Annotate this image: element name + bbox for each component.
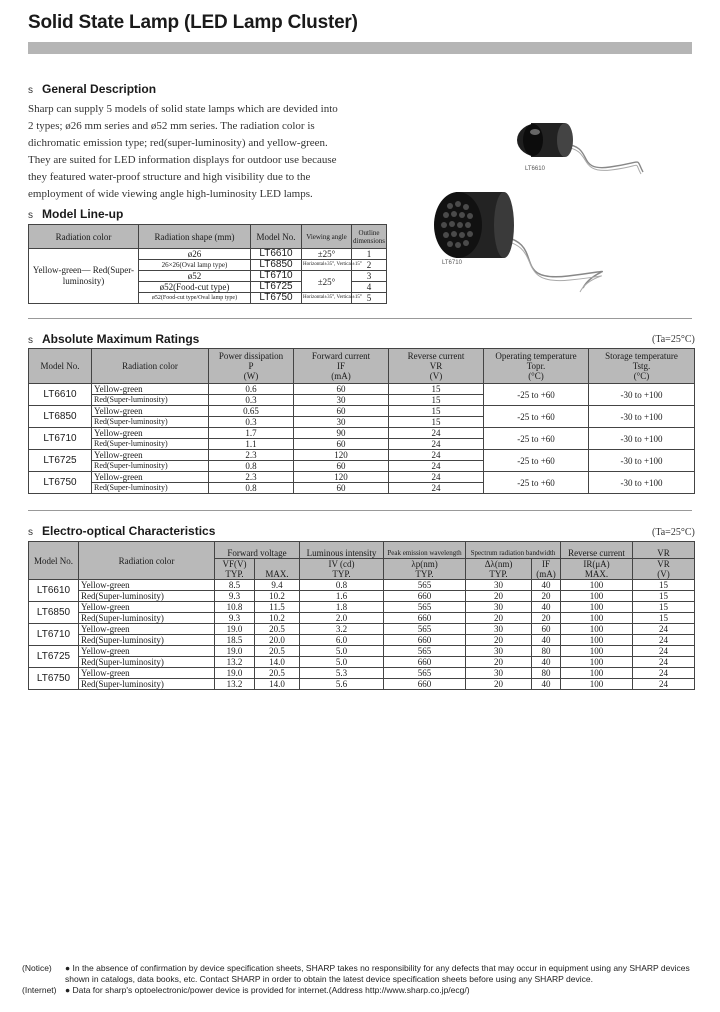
vr-cell: 15	[389, 406, 484, 417]
model-lineup-table	[28, 224, 387, 304]
desc-line: 2 types; ø26 mm series and ø52 mm series. The radiation color is	[28, 120, 315, 133]
model-cell: LT6850	[251, 260, 302, 271]
model-cell: LT6725	[251, 282, 302, 293]
internet-label: (Internet)	[22, 985, 57, 995]
table-row	[29, 580, 695, 591]
hdr-line: Operating temperature	[495, 351, 577, 361]
shape-cell: 26×26(Oval lamp type)	[139, 260, 251, 271]
color-cell: Yellow-green	[79, 646, 215, 657]
vr-cell: 24	[633, 657, 695, 668]
color-cell: Red(Super-luminosity)	[92, 417, 209, 428]
lp-cell: 660	[384, 635, 466, 646]
section-bullet: s	[28, 335, 33, 346]
vf-typ-cell: 18.5	[215, 635, 255, 646]
lp-cell: 565	[384, 624, 466, 635]
sub-header	[561, 559, 633, 580]
table-row	[29, 472, 695, 483]
ir-cell: 100	[561, 668, 633, 679]
vr-cell: 15	[633, 613, 695, 624]
iv-cell: 2.0	[300, 613, 384, 624]
hdr-line: Reverse current	[407, 351, 465, 361]
section-bullet: s	[28, 210, 33, 221]
hdr-line: TYP.	[415, 569, 434, 579]
vr-cell: 24	[633, 668, 695, 679]
dim-cell: 3	[352, 271, 387, 282]
table-row	[29, 646, 695, 657]
color-cell: Yellow-green	[79, 580, 215, 591]
color-cell: Red(Super-luminosity)	[79, 613, 215, 624]
opr-cell: -25 to +60	[484, 384, 589, 406]
power-cell: 1.1	[209, 439, 294, 450]
angle-cell: ±25°	[302, 271, 352, 293]
hdr-line: VR	[657, 559, 670, 569]
color-cell: Red(Super-luminosity)	[79, 635, 215, 646]
lp-cell: 565	[384, 580, 466, 591]
col-header-stg	[589, 349, 695, 384]
model-cell: LT6750	[29, 668, 79, 690]
if-cell: 90	[294, 428, 389, 439]
desc-line: They are suited for LED information displays for outdoor use because	[28, 154, 337, 167]
vf-typ-cell: 9.3	[215, 613, 255, 624]
dim-cell: 4	[352, 282, 387, 293]
hdr-line: Power dissipation	[218, 351, 284, 361]
color-cell: Yellow-green	[79, 668, 215, 679]
vf-typ-cell: 10.8	[215, 602, 255, 613]
vr-cell: 24	[633, 635, 695, 646]
if-cell: 60	[294, 461, 389, 472]
col-header: Model No.	[29, 542, 79, 580]
iv-cell: 5.0	[300, 646, 384, 657]
model-cell: LT6710	[29, 428, 92, 450]
angle-cell: Horizontal±35°, Vertical±15°	[302, 293, 352, 304]
lineup-heading-text: Model Line-up	[42, 207, 124, 221]
iv-cell: 1.8	[300, 602, 384, 613]
ir-cell: 100	[561, 635, 633, 646]
dim-cell: 1	[352, 249, 387, 260]
if-cell: 60	[294, 483, 389, 494]
if-cell: 40	[532, 635, 561, 646]
ir-cell: 100	[561, 613, 633, 624]
color-cell: Red(Super-luminosity)	[79, 679, 215, 690]
vf-max-cell: 10.2	[255, 591, 300, 602]
model-cell: LT6610	[29, 580, 79, 602]
if-cell: 60	[294, 384, 389, 395]
hdr-line: P	[248, 361, 254, 371]
power-cell: 0.3	[209, 395, 294, 406]
hdr-line: Storage temperature	[605, 351, 678, 361]
dim-cell: 2	[352, 260, 387, 271]
iv-cell: 5.6	[300, 679, 384, 690]
shape-cell: ø26	[139, 249, 251, 260]
vf-typ-cell: 13.2	[215, 679, 255, 690]
hdr-line: Δλ(nm)	[484, 559, 513, 569]
eo-ta-note: (Ta=25°C)	[652, 527, 695, 538]
if-cell: 120	[294, 450, 389, 461]
if-cell: 20	[532, 591, 561, 602]
stg-cell: -30 to +100	[589, 428, 695, 450]
shape-cell: ø52(Food-cut type/Oval lamp type)	[139, 293, 251, 304]
table-row	[29, 635, 695, 646]
iv-cell: 3.2	[300, 624, 384, 635]
if-cell: 60	[294, 439, 389, 450]
col-header: Model No.	[29, 349, 92, 384]
col-header-lp	[384, 542, 466, 559]
hdr-line: (mA)	[536, 569, 556, 579]
vr-cell: 24	[633, 646, 695, 657]
ir-cell: 100	[561, 591, 633, 602]
table-row	[29, 450, 695, 461]
power-cell: 0.8	[209, 483, 294, 494]
lamp-large-image	[428, 188, 598, 298]
dl-cell: 30	[466, 602, 532, 613]
vf-max-cell: 14.0	[255, 657, 300, 668]
desc-line: employment of wide viewing angle high-luminosity LED lamps.	[28, 188, 313, 201]
color-cell: Yellow-green	[92, 472, 209, 483]
model-cell: LT6850	[29, 602, 79, 624]
col-header: Radiation shape (mm)	[139, 225, 251, 249]
lp-cell: 660	[384, 657, 466, 668]
table-row	[29, 657, 695, 668]
amr-heading	[28, 332, 199, 346]
vr-cell: 24	[389, 439, 484, 450]
hdr-line: (°C)	[633, 371, 650, 381]
col-header: Outline dimensions	[352, 225, 387, 249]
table-row	[29, 406, 695, 417]
lp-cell: 565	[384, 646, 466, 657]
stg-cell: -30 to +100	[589, 472, 695, 494]
vr-cell: 15	[389, 417, 484, 428]
eo-heading-text: Electro-optical Characteristics	[42, 524, 216, 538]
dl-cell: 20	[466, 679, 532, 690]
section-bullet: s	[28, 85, 33, 96]
page-title: Solid State Lamp (LED Lamp Cluster)	[28, 12, 358, 33]
power-cell: 0.8	[209, 461, 294, 472]
lamp-large-caption: LT6710	[442, 260, 462, 266]
desc-line: they featured water-proof structure and high visibility due to the	[28, 171, 311, 184]
hdr-line: IF	[542, 559, 551, 569]
color-cell: Red(Super-luminosity)	[92, 461, 209, 472]
hdr-line: λp(nm)	[411, 559, 438, 569]
if-cell: 30	[294, 417, 389, 428]
iv-cell: 0.8	[300, 580, 384, 591]
vf-typ-cell: 9.3	[215, 591, 255, 602]
shape-cell: ø52	[139, 271, 251, 282]
hdr-line: MAX.	[265, 569, 289, 579]
col-header-dl	[466, 542, 561, 559]
color-cell: Yellow-green	[79, 602, 215, 613]
opr-cell: -25 to +60	[484, 450, 589, 472]
hdr-line: (V)	[657, 569, 670, 579]
general-description-heading	[28, 82, 156, 96]
color-cell: Red(Super-luminosity)	[79, 657, 215, 668]
col-header: Radiation color	[79, 542, 215, 580]
eo-heading	[28, 524, 215, 538]
if-cell: 20	[532, 613, 561, 624]
title-bar	[28, 42, 692, 54]
stg-cell: -30 to +100	[589, 384, 695, 406]
lp-cell: 660	[384, 613, 466, 624]
notes-footer	[22, 963, 712, 996]
if-cell: 60	[294, 406, 389, 417]
model-cell: LT6610	[251, 249, 302, 260]
vr-cell: 15	[389, 384, 484, 395]
ir-cell: 100	[561, 580, 633, 591]
sub-header	[633, 559, 695, 580]
lp-cell: 565	[384, 668, 466, 679]
eo-table	[28, 541, 695, 690]
ir-cell: 100	[561, 679, 633, 690]
col-header-vr	[633, 542, 695, 559]
vf-max-cell: 10.2	[255, 613, 300, 624]
col-header-vf	[215, 542, 300, 559]
model-cell: LT6610	[29, 384, 92, 406]
vf-max-cell: 20.5	[255, 624, 300, 635]
vf-typ-cell: 19.0	[215, 624, 255, 635]
vr-cell: 15	[633, 580, 695, 591]
power-cell: 0.6	[209, 384, 294, 395]
color-cell: Yellow-green	[92, 450, 209, 461]
vr-cell: 15	[389, 395, 484, 406]
hdr-line: VR	[429, 361, 443, 371]
ir-cell: 100	[561, 624, 633, 635]
model-cell: LT6750	[251, 293, 302, 304]
notice-text: ● In the absence of confirmation by device specification sheets, SHARP takes no responsibility for any defects that may occur in equipment using any SHARP devices shown in catalogs, data books, etc. Contact SHARP in order to obtain the latest device specification sheets before using any SHARP device.	[65, 963, 690, 984]
vf-typ-cell: 19.0	[215, 646, 255, 657]
vf-max-cell: 11.5	[255, 602, 300, 613]
desc-line: Sharp can supply 5 models of solid state lamps which are devided into	[28, 103, 338, 115]
col-header: Viewing angle	[302, 225, 352, 249]
dl-cell: 20	[466, 657, 532, 668]
sub-header	[384, 559, 466, 580]
sub-header	[532, 559, 561, 580]
sub-header	[300, 559, 384, 580]
sub-header	[255, 559, 300, 580]
if-cell: 80	[532, 668, 561, 679]
col-header: Model No.	[251, 225, 302, 249]
if-cell: 80	[532, 646, 561, 657]
hdr-line: (mA)	[331, 371, 351, 381]
desc-line: dichromatic emission type; red(super-luminosity) and yellow-green.	[28, 137, 328, 150]
lp-cell: 565	[384, 602, 466, 613]
if-cell: 40	[532, 657, 561, 668]
vf-max-cell: 20.5	[255, 646, 300, 657]
color-cell: Red(Super-luminosity)	[79, 591, 215, 602]
section-bullet: s	[28, 527, 33, 538]
hdr-line: VF(V)	[222, 559, 247, 569]
ir-cell: 100	[561, 646, 633, 657]
opr-cell: -25 to +60	[484, 406, 589, 428]
iv-cell: 1.6	[300, 591, 384, 602]
dl-cell: 30	[466, 580, 532, 591]
model-cell: LT6710	[29, 624, 79, 646]
notice-row	[22, 963, 712, 985]
power-cell: 0.65	[209, 406, 294, 417]
dl-cell: 30	[466, 668, 532, 679]
vr-cell: 24	[633, 624, 695, 635]
if-cell: 40	[532, 602, 561, 613]
table-row	[29, 624, 695, 635]
hdr-line: (V)	[429, 371, 443, 381]
vr-cell: 24	[389, 461, 484, 472]
if-cell: 40	[532, 679, 561, 690]
hdr-line: (W)	[243, 371, 259, 381]
vf-max-cell: 20.5	[255, 668, 300, 679]
iv-cell: 5.3	[300, 668, 384, 679]
color-cell: Red(Super-luminosity)	[92, 395, 209, 406]
hdr-line: Spectrum radiation bandwidth	[470, 549, 556, 557]
lp-cell: 660	[384, 679, 466, 690]
col-header: Radiation color	[92, 349, 209, 384]
model-lineup-heading	[28, 207, 123, 221]
color-cell: Yellow-green	[79, 624, 215, 635]
dl-cell: 20	[466, 613, 532, 624]
general-description-text	[28, 101, 344, 204]
dim-cell: 5	[352, 293, 387, 304]
hdr-line: IV (cd)	[328, 559, 355, 569]
color-cell: Yellow-green	[92, 428, 209, 439]
radiation-color-cell: Yellow-green— Red(Super-luminosity)	[29, 249, 139, 304]
hdr-line: Topr.	[526, 361, 546, 371]
col-header-opr	[484, 349, 589, 384]
power-cell: 2.3	[209, 472, 294, 483]
hdr-line: Forward current	[311, 351, 371, 361]
table-row	[29, 679, 695, 690]
model-cell: LT6725	[29, 646, 79, 668]
sub-header	[215, 559, 255, 580]
iv-cell: 5.0	[300, 657, 384, 668]
hdr-line: MAX.	[584, 569, 609, 579]
internet-text: ● Data for sharp's optoelectronic/power device is provided for internet.(Address http://www.sharp.co.jp/ecg/)	[65, 985, 470, 995]
hdr-line: IR(μA)	[583, 559, 610, 569]
model-cell: LT6750	[29, 472, 92, 494]
color-cell: Yellow-green	[92, 384, 209, 395]
vf-max-cell: 14.0	[255, 679, 300, 690]
vr-cell: 24	[389, 483, 484, 494]
stg-cell: -30 to +100	[589, 406, 695, 428]
iv-cell: 6.0	[300, 635, 384, 646]
general-heading-text: General Description	[42, 82, 157, 96]
vr-cell: 15	[633, 602, 695, 613]
col-header-power	[209, 349, 294, 384]
opr-cell: -25 to +60	[484, 428, 589, 450]
hdr-line: Luminous intensity	[306, 548, 377, 558]
vf-max-cell: 9.4	[255, 580, 300, 591]
model-cell: LT6850	[29, 406, 92, 428]
lp-cell: 660	[384, 591, 466, 602]
col-header-iv	[300, 542, 384, 559]
table-row	[29, 428, 695, 439]
hdr-line: IF	[336, 361, 345, 371]
hdr-line: TYP.	[489, 569, 508, 579]
col-header: Radiation color	[29, 225, 139, 249]
power-cell: 0.3	[209, 417, 294, 428]
amr-table	[28, 348, 695, 494]
table-row	[29, 668, 695, 679]
internet-row	[22, 985, 712, 996]
if-cell: 120	[294, 472, 389, 483]
hdr-line: Reverse current	[568, 548, 625, 558]
dl-cell: 20	[466, 635, 532, 646]
ir-cell: 100	[561, 602, 633, 613]
hdr-line: TYP.	[225, 569, 244, 579]
lamp-small-caption: LT6610	[525, 166, 545, 172]
vr-cell: 15	[633, 591, 695, 602]
dl-cell: 30	[466, 646, 532, 657]
hdr-line: TYP.	[332, 569, 351, 579]
hdr-line: Tstg.	[632, 361, 651, 371]
sub-header	[466, 559, 532, 580]
divider	[28, 510, 692, 511]
model-cell: LT6725	[29, 450, 92, 472]
model-cell: LT6710	[251, 271, 302, 282]
ir-cell: 100	[561, 657, 633, 668]
vf-typ-cell: 13.2	[215, 657, 255, 668]
dl-cell: 30	[466, 624, 532, 635]
hdr-line: VR	[657, 548, 670, 558]
opr-cell: -25 to +60	[484, 472, 589, 494]
amr-heading-text: Absolute Maximum Ratings	[42, 332, 200, 346]
vf-typ-cell: 8.5	[215, 580, 255, 591]
vr-cell: 24	[389, 450, 484, 461]
shape-cell: ø52(Food-cut type)	[139, 282, 251, 293]
power-cell: 2.3	[209, 450, 294, 461]
divider	[28, 318, 692, 319]
if-cell: 30	[294, 395, 389, 406]
vr-cell: 24	[389, 428, 484, 439]
hdr-line: Peak emission wavelength	[387, 549, 462, 557]
color-cell: Red(Super-luminosity)	[92, 439, 209, 450]
notice-label: (Notice)	[22, 963, 52, 973]
table-row	[29, 249, 387, 260]
dl-cell: 20	[466, 591, 532, 602]
table-row	[29, 602, 695, 613]
hdr-line: Forward voltage	[227, 548, 287, 558]
table-row	[29, 613, 695, 624]
angle-cell: Horizontal±35°, Vertical±15°	[302, 260, 352, 271]
vf-max-cell: 20.0	[255, 635, 300, 646]
vr-cell: 24	[633, 679, 695, 690]
table-row	[29, 384, 695, 395]
color-cell: Red(Super-luminosity)	[92, 483, 209, 494]
angle-cell: ±25°	[302, 249, 352, 260]
col-header-ir	[561, 542, 633, 559]
vr-cell: 24	[389, 472, 484, 483]
vf-typ-cell: 19.0	[215, 668, 255, 679]
if-cell: 60	[532, 624, 561, 635]
power-cell: 1.7	[209, 428, 294, 439]
col-header-rev	[389, 349, 484, 384]
amr-ta-note: (Ta=25°C)	[652, 334, 695, 345]
color-cell: Yellow-green	[92, 406, 209, 417]
table-row	[29, 591, 695, 602]
if-cell: 40	[532, 580, 561, 591]
hdr-line: (°C)	[528, 371, 544, 381]
col-header-fwd	[294, 349, 389, 384]
stg-cell: -30 to +100	[589, 450, 695, 472]
